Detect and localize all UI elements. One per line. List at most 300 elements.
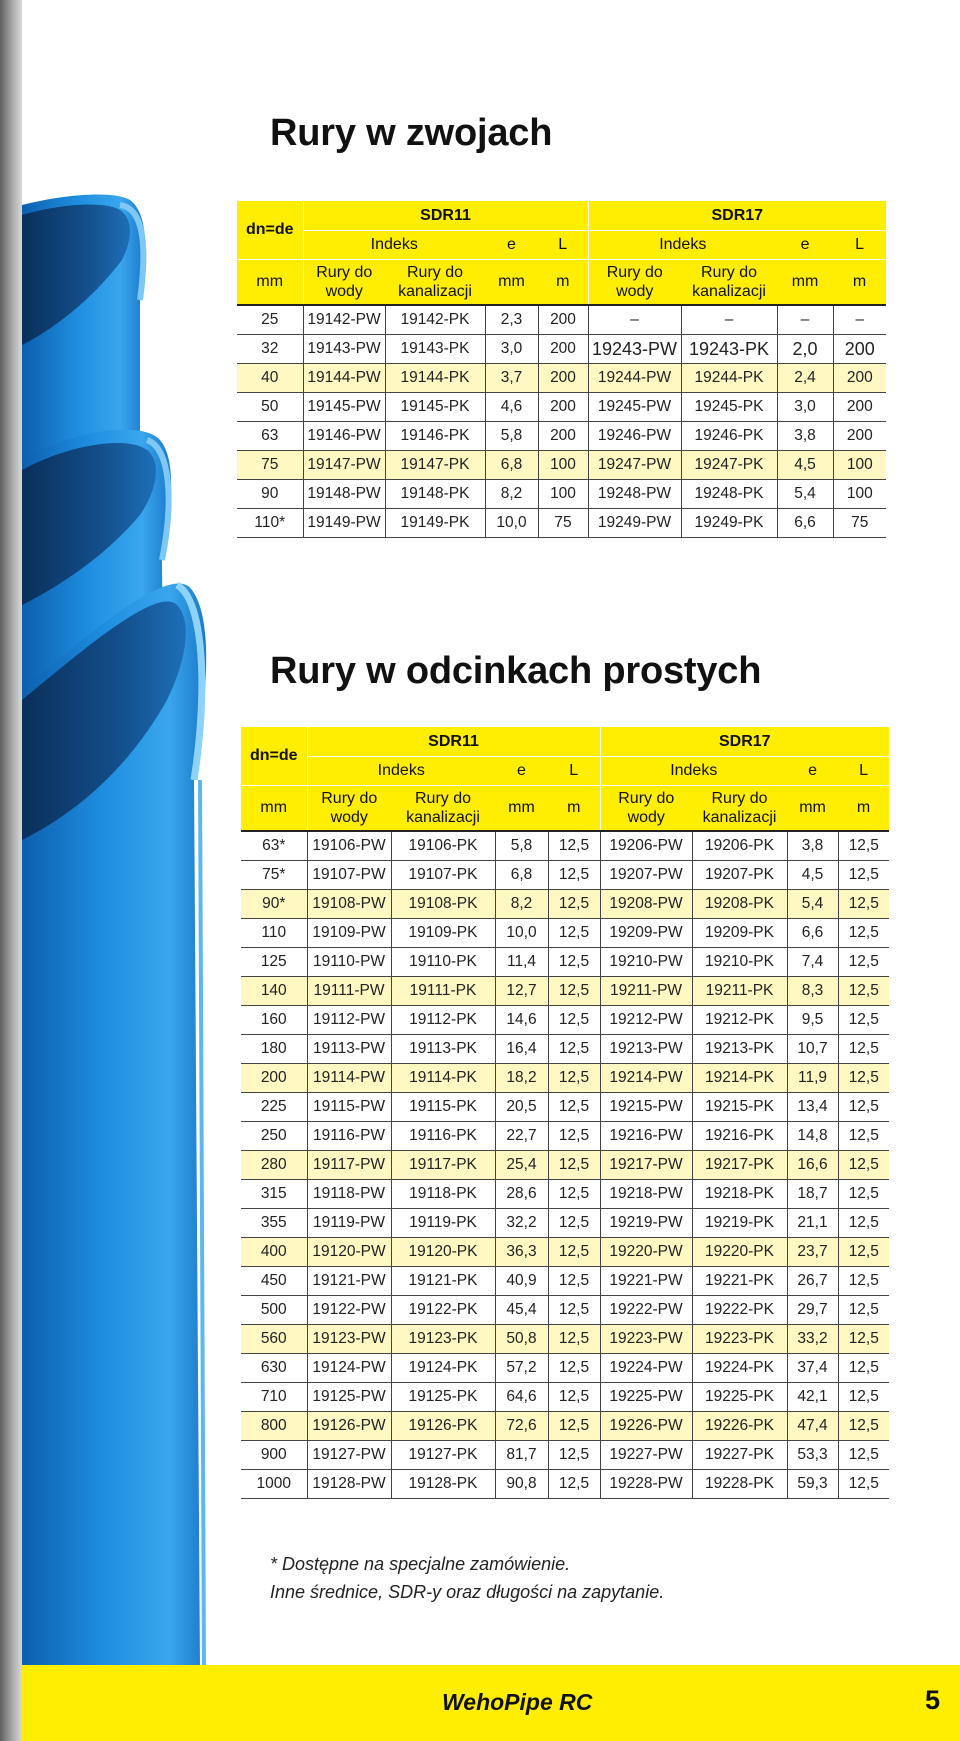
table-cell: 19123-PK [391,1325,495,1354]
table-cell: 11,4 [495,948,548,977]
table-cell: 19116-PK [391,1122,495,1151]
header-indeks: Indeks [303,231,485,260]
table-cell: 19114-PK [391,1064,495,1093]
table-row [241,1412,889,1441]
table-cell: 19248-PW [588,480,681,509]
table-cell: 19146-PW [303,422,385,451]
table-cell: 10,7 [787,1035,838,1064]
table-cell: 19149-PW [303,509,385,538]
table-cell: 12,5 [548,1006,600,1035]
table-cell: 12,5 [838,1064,889,1093]
table-cell: 12,5 [548,919,600,948]
table-cell: 12,5 [548,890,600,919]
table-cell: 12,5 [548,1064,600,1093]
table-cell: 3,7 [485,364,538,393]
table-cell: 32,2 [495,1209,548,1238]
table-cell: 75 [237,451,303,480]
table-cell: 37,4 [787,1354,838,1383]
table-cell: – [681,305,777,335]
table-cell: 19208-PW [600,890,692,919]
table-cell: 100 [833,451,886,480]
table-row [241,1035,889,1064]
table-cell: 19209-PW [600,919,692,948]
table-cell: 19225-PW [600,1383,692,1412]
table-cell: 110* [237,509,303,538]
table-cell: 19117-PK [391,1151,495,1180]
table-cell: – [777,305,833,335]
table-cell: 200 [833,364,886,393]
table-cell: 12,5 [548,861,600,890]
table-cell: 19143-PW [303,335,385,364]
table-cell: 19120-PK [391,1238,495,1267]
table-cell: 40,9 [495,1267,548,1296]
table-cell: 12,5 [838,1325,889,1354]
table-cell: 5,4 [787,890,838,919]
table-cell: 100 [538,451,588,480]
table-cell: 12,5 [548,977,600,1006]
table-cell: 19208-PK [692,890,787,919]
table-cell: 19143-PK [385,335,485,364]
header-sewer-pipes: Rury do kanalizacji [692,786,787,832]
table-row [241,1238,889,1267]
table-cell: 5,8 [495,831,548,861]
table-cell: 2,0 [777,335,833,364]
header-dn: dn=de [241,727,307,786]
table-cell: 18,2 [495,1064,548,1093]
table-row [241,1093,889,1122]
table-row [241,1441,889,1470]
table-cell: 19214-PK [692,1064,787,1093]
header-indeks: Indeks [600,757,787,786]
table-cell: 64,6 [495,1383,548,1412]
table-cell: 32 [237,335,303,364]
table-cell: 19106-PK [391,831,495,861]
table-cell: 19111-PW [307,977,391,1006]
table-row [241,977,889,1006]
table-cell: 19228-PW [600,1470,692,1499]
table-cell: 19211-PW [600,977,692,1006]
table-cell: 19223-PW [600,1325,692,1354]
table-cell: 19107-PW [307,861,391,890]
table-cell: 23,7 [787,1238,838,1267]
table-cell: 19218-PK [692,1180,787,1209]
table-cell: 19218-PW [600,1180,692,1209]
table-cell: 19121-PK [391,1267,495,1296]
table-cell: 45,4 [495,1296,548,1325]
table-cell: 12,5 [548,1122,600,1151]
table-cell: 19215-PW [600,1093,692,1122]
table-cell: 19126-PW [307,1412,391,1441]
table-cell: 200 [538,364,588,393]
table-cell: 19207-PK [692,861,787,890]
table-cell: 6,8 [485,451,538,480]
table-cell: 200 [538,393,588,422]
table-cell: 19146-PK [385,422,485,451]
table-cell: 19142-PK [385,305,485,335]
table-cell: 6,8 [495,861,548,890]
table-row [241,1267,889,1296]
table-cell: 19214-PW [600,1064,692,1093]
footer-bar [22,1665,960,1741]
table-cell: 19222-PK [692,1296,787,1325]
table-cell: 12,5 [838,1151,889,1180]
table-cell: 12,5 [548,1238,600,1267]
table-cell: 81,7 [495,1441,548,1470]
table-cell: – [833,305,886,335]
table-cell: 3,8 [777,422,833,451]
table-cell: 19224-PK [692,1354,787,1383]
table-cell: 140 [241,977,307,1006]
header-unit-mm: mm [787,786,838,832]
table-cell: 19227-PK [692,1441,787,1470]
table-cell: 19212-PW [600,1006,692,1035]
table-cell: 47,4 [787,1412,838,1441]
table-coils [237,201,886,538]
table-cell: 100 [538,480,588,509]
table-cell: 20,5 [495,1093,548,1122]
table-row [241,1180,889,1209]
table-cell: 19108-PK [391,890,495,919]
table-cell: 16,6 [787,1151,838,1180]
table-cell: 28,6 [495,1180,548,1209]
table-cell: 19125-PK [391,1383,495,1412]
table-cell: 19215-PK [692,1093,787,1122]
header-l: L [538,231,588,260]
table-cell: 200 [833,335,886,364]
table-cell: 19216-PK [692,1122,787,1151]
header-indeks: Indeks [588,231,777,260]
table-cell: 19111-PK [391,977,495,1006]
table-cell: 53,3 [787,1441,838,1470]
table-cell: 19247-PW [588,451,681,480]
table-cell: 19109-PK [391,919,495,948]
header-e: e [787,757,838,786]
table-cell: 19212-PK [692,1006,787,1035]
page-title-straight: Rury w odcinkach prostych [270,650,762,692]
table-row [237,305,886,335]
table-row [241,1470,889,1499]
table-row [237,509,886,538]
table-row [237,335,886,364]
table-cell: 19244-PW [588,364,681,393]
table-cell: 4,5 [787,861,838,890]
table-cell: 19147-PW [303,451,385,480]
table-cell: 12,5 [548,831,600,861]
table-cell: 200 [833,393,886,422]
table-cell: 19248-PK [681,480,777,509]
table-cell: 75 [833,509,886,538]
table-cell: 12,5 [548,1354,600,1383]
table-cell: 19118-PW [307,1180,391,1209]
table-cell: 280 [241,1151,307,1180]
table-cell: 12,5 [548,1151,600,1180]
table-cell: 315 [241,1180,307,1209]
table-cell: 19145-PW [303,393,385,422]
table-cell: 19114-PW [307,1064,391,1093]
table-cell: 19112-PK [391,1006,495,1035]
header-unit-mm: mm [777,260,833,306]
table-cell: 19226-PK [692,1412,787,1441]
table-cell: 12,5 [548,1093,600,1122]
table-cell: 12,5 [838,1441,889,1470]
table-cell: 19213-PW [600,1035,692,1064]
table-cell: 12,5 [548,948,600,977]
header-e: e [777,231,833,260]
table-cell: 225 [241,1093,307,1122]
header-l: L [548,757,600,786]
table-cell: 560 [241,1325,307,1354]
table-row [241,1209,889,1238]
table-cell: 12,5 [838,1354,889,1383]
table-cell: 19219-PK [692,1209,787,1238]
header-e: e [485,231,538,260]
header-l: L [833,231,886,260]
table-cell: 160 [241,1006,307,1035]
table-cell: 19249-PW [588,509,681,538]
table-row [241,1325,889,1354]
table-cell: 12,5 [838,1383,889,1412]
table-cell: 57,2 [495,1354,548,1383]
header-sewer-pipes: Rury do kanalizacji [681,260,777,306]
table-cell: 19121-PW [307,1267,391,1296]
table-cell: 12,5 [838,890,889,919]
table-cell: 19244-PK [681,364,777,393]
table-row [241,861,889,890]
header-water-pipes: Rury do wody [588,260,681,306]
table-cell: 500 [241,1296,307,1325]
table-row [241,1006,889,1035]
table-cell: 22,7 [495,1122,548,1151]
table-cell: 8,2 [495,890,548,919]
table-cell: 19217-PW [600,1151,692,1180]
table-cell: 19119-PK [391,1209,495,1238]
table-row [241,919,889,948]
table-cell: 8,2 [485,480,538,509]
table-cell: 12,5 [548,1035,600,1064]
table-cell: 12,5 [838,1093,889,1122]
table-cell: 100 [833,480,886,509]
table-row [237,393,886,422]
header-water-pipes: Rury do wody [307,786,391,832]
table-cell: 19118-PK [391,1180,495,1209]
table-cell: 16,4 [495,1035,548,1064]
table-cell: 12,5 [838,977,889,1006]
table-cell: 19124-PK [391,1354,495,1383]
table-cell: 19210-PW [600,948,692,977]
table-row [237,451,886,480]
table-cell: 19206-PK [692,831,787,861]
header-unit-m: m [833,260,886,306]
table-cell: 19144-PK [385,364,485,393]
table-straight [241,727,889,1499]
header-sdr11: SDR11 [303,201,588,231]
table-cell: 200 [241,1064,307,1093]
table-cell: 19226-PW [600,1412,692,1441]
table-cell: 36,3 [495,1238,548,1267]
table-cell: 2,4 [777,364,833,393]
table-cell: 19209-PK [692,919,787,948]
table-cell: 12,5 [548,1209,600,1238]
table-cell: 19222-PW [600,1296,692,1325]
table-cell: 19223-PK [692,1325,787,1354]
table-cell: 19220-PK [692,1238,787,1267]
table-cell: 19245-PK [681,393,777,422]
blue-pipes-illustration [22,0,232,1670]
table-cell: 75* [241,861,307,890]
table-cell: 26,7 [787,1267,838,1296]
table-cell: 12,5 [548,1383,600,1412]
table-cell: 180 [241,1035,307,1064]
table-cell: 19110-PW [307,948,391,977]
table-cell: 12,5 [548,1267,600,1296]
table-row [237,480,886,509]
table-cell: 19113-PW [307,1035,391,1064]
table-cell: 400 [241,1238,307,1267]
table-cell: 3,0 [777,393,833,422]
table-row [241,1354,889,1383]
table-cell: 5,4 [777,480,833,509]
table-cell: 12,5 [838,1267,889,1296]
table-cell: 18,7 [787,1180,838,1209]
table-cell: 19225-PK [692,1383,787,1412]
table-cell: 12,5 [838,1412,889,1441]
table-cell: 19115-PW [307,1093,391,1122]
table-cell: 19122-PW [307,1296,391,1325]
table-cell: 110 [241,919,307,948]
table-cell: 7,4 [787,948,838,977]
table-cell: 12,7 [495,977,548,1006]
table-cell: 12,5 [838,1238,889,1267]
table-row [241,1064,889,1093]
table-cell: 19148-PK [385,480,485,509]
table-cell: 12,5 [838,1122,889,1151]
page-spine-shadow [0,0,22,1741]
table-cell: 200 [833,422,886,451]
table-cell: 63 [237,422,303,451]
table-cell: 12,5 [548,1296,600,1325]
table-cell: 355 [241,1209,307,1238]
table-cell: 90* [241,890,307,919]
table-row [241,1122,889,1151]
table-cell: 40 [237,364,303,393]
table-cell: 125 [241,948,307,977]
table-cell: 19246-PK [681,422,777,451]
table-cell: 25,4 [495,1151,548,1180]
table-cell: 19224-PW [600,1354,692,1383]
table-row [241,948,889,977]
table-cell: 63* [241,831,307,861]
table-cell: 12,5 [838,1180,889,1209]
table-cell: 10,0 [485,509,538,538]
table-cell: 710 [241,1383,307,1412]
table-cell: 19149-PK [385,509,485,538]
table-cell: 10,0 [495,919,548,948]
table-cell: 12,5 [838,1035,889,1064]
table-cell: 19126-PK [391,1412,495,1441]
table-cell: 19210-PK [692,948,787,977]
table-cell: – [588,305,681,335]
table-cell: 900 [241,1441,307,1470]
table-cell: 12,5 [838,919,889,948]
table-cell: 19128-PW [307,1470,391,1499]
table-cell: 19122-PK [391,1296,495,1325]
table-cell: 19245-PW [588,393,681,422]
table-cell: 12,5 [838,831,889,861]
table-cell: 19211-PK [692,977,787,1006]
table-cell: 14,6 [495,1006,548,1035]
table-cell: 3,8 [787,831,838,861]
header-unit-mm: mm [485,260,538,306]
table-cell: 19243-PK [681,335,777,364]
table-body [241,831,889,1499]
table-cell: 19123-PW [307,1325,391,1354]
header-sewer-pipes: Rury do kanalizacji [385,260,485,306]
table-cell: 25 [237,305,303,335]
header-unit-mm: mm [495,786,548,832]
table-cell: 50,8 [495,1325,548,1354]
table-cell: 6,6 [777,509,833,538]
table-cell: 90,8 [495,1470,548,1499]
table-row [241,831,889,861]
table-cell: 200 [538,422,588,451]
table-cell: 19247-PK [681,451,777,480]
table-cell: 200 [538,335,588,364]
header-sdr11: SDR11 [307,727,600,757]
table-cell: 59,3 [787,1470,838,1499]
table-cell: 19125-PW [307,1383,391,1412]
table-cell: 21,1 [787,1209,838,1238]
table-cell: 8,3 [787,977,838,1006]
table-cell: 12,5 [838,1209,889,1238]
table-cell: 19128-PK [391,1470,495,1499]
table-row [241,1383,889,1412]
page-number: 5 [924,1685,940,1715]
header-l: L [838,757,889,786]
table-cell: 19110-PK [391,948,495,977]
header-unit-mm: mm [241,786,307,832]
header-unit-m: m [538,260,588,306]
table-cell: 9,5 [787,1006,838,1035]
table-cell: 250 [241,1122,307,1151]
header-dn: dn=de [237,201,303,260]
table-cell: 5,8 [485,422,538,451]
table-row [241,890,889,919]
table-cell: 19249-PK [681,509,777,538]
table-cell: 19116-PW [307,1122,391,1151]
table-cell: 2,3 [485,305,538,335]
table-row [237,364,886,393]
header-unit-m: m [838,786,889,832]
table-row [241,1151,889,1180]
table-cell: 12,5 [838,1470,889,1499]
header-water-pipes: Rury do wody [600,786,692,832]
header-water-pipes: Rury do wody [303,260,385,306]
header-e: e [495,757,548,786]
footnote-special-order: * Dostępne na specjalne zamówienie. [270,1554,571,1574]
table-cell: 19109-PW [307,919,391,948]
table-cell: 19108-PW [307,890,391,919]
table-cell: 19145-PK [385,393,485,422]
table-cell: 19221-PK [692,1267,787,1296]
table-cell: 12,5 [548,1441,600,1470]
table-cell: 29,7 [787,1296,838,1325]
table-cell: 19120-PW [307,1238,391,1267]
table-cell: 19219-PW [600,1209,692,1238]
table-cell: 4,6 [485,393,538,422]
table-cell: 72,6 [495,1412,548,1441]
table-row [241,1296,889,1325]
table-cell: 90 [237,480,303,509]
